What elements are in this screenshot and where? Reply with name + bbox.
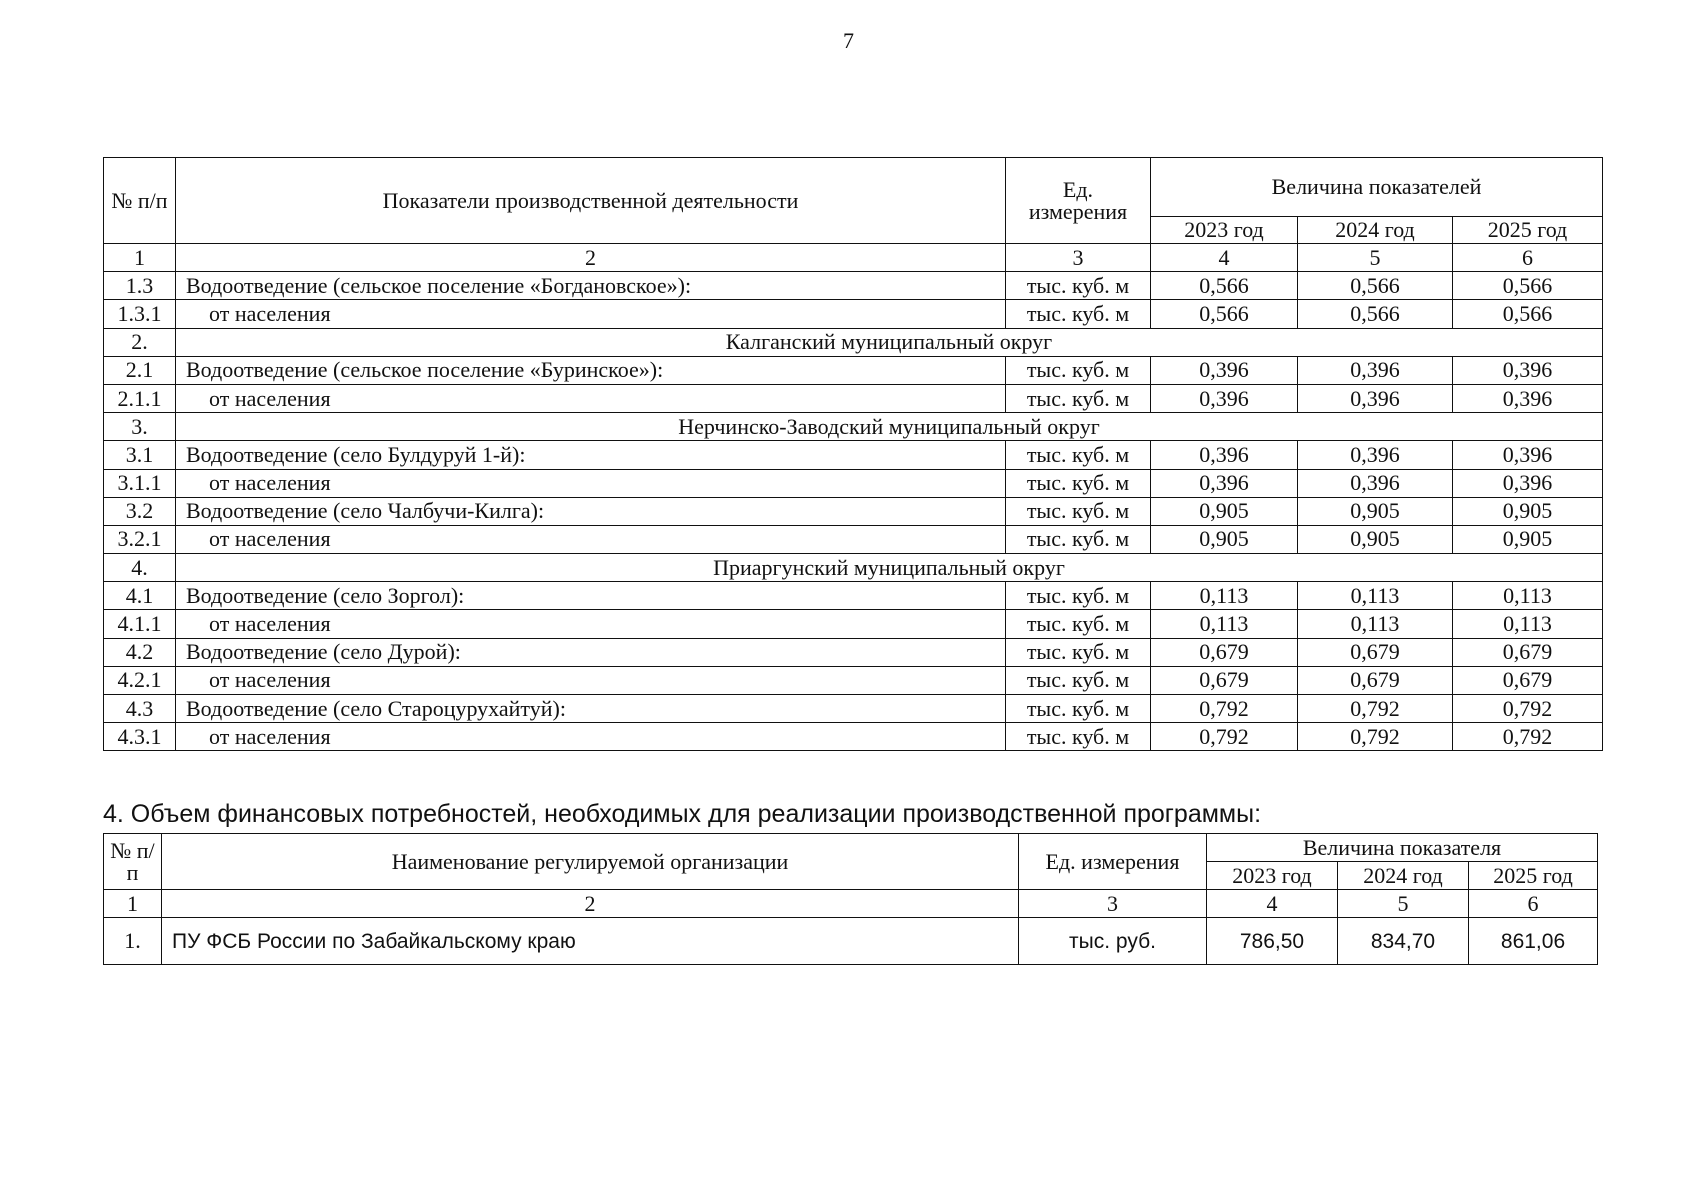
row-unit: тыс. куб. м	[1006, 638, 1151, 666]
row-unit: тыс. куб. м	[1006, 497, 1151, 525]
header-indicators: Показатели производственной деятельности	[176, 158, 1006, 244]
row-num: 4.3.1	[104, 723, 176, 751]
section-name: Приаргунский муниципальный округ	[176, 554, 1603, 582]
table-row	[104, 300, 1603, 328]
value-2025: 0,566	[1453, 272, 1603, 300]
row-num: 4.	[104, 554, 176, 582]
row-unit: тыс. куб. м	[1006, 723, 1151, 751]
indicator-name: от населения	[176, 525, 1006, 553]
row-num: 1.	[104, 918, 162, 965]
index-cell: 1	[104, 890, 162, 918]
page-number: 7	[843, 28, 854, 53]
indicator-name: Водоотведение (сельское поселение «Богдановское»):	[176, 272, 1006, 300]
table-row	[104, 497, 1603, 525]
row-unit: тыс. куб. м	[1006, 666, 1151, 694]
value-2025: 0,113	[1453, 582, 1603, 610]
row-num: 1.3.1	[104, 300, 176, 328]
index-cell: 6	[1453, 244, 1603, 272]
value-2025: 0,792	[1453, 723, 1603, 751]
value-2023: 0,396	[1151, 441, 1298, 469]
row-num: 4.2.1	[104, 666, 176, 694]
indicator-name: от населения	[176, 666, 1006, 694]
value-2025: 0,679	[1453, 638, 1603, 666]
row-num: 4.1.1	[104, 610, 176, 638]
row-num: 4.1	[104, 582, 176, 610]
row-unit: тыс. куб. м	[1006, 300, 1151, 328]
index-cell: 4	[1151, 244, 1298, 272]
value-2025: 0,905	[1453, 497, 1603, 525]
index-cell: 4	[1207, 890, 1338, 918]
value-2024: 0,566	[1298, 300, 1453, 328]
table-row	[104, 384, 1603, 412]
row-num: 3.	[104, 413, 176, 441]
value-2025: 0,396	[1453, 384, 1603, 412]
header-year-2023: 2023 год	[1151, 217, 1298, 244]
section-row	[104, 554, 1603, 582]
row-unit: тыс. куб. м	[1006, 610, 1151, 638]
value-2025: 0,396	[1453, 356, 1603, 384]
row-num: 4.3	[104, 695, 176, 723]
value-2025: 0,566	[1453, 300, 1603, 328]
table-row	[104, 695, 1603, 723]
table-row	[104, 918, 1598, 965]
value-2024: 0,396	[1298, 384, 1453, 412]
value-2023: 0,792	[1151, 723, 1298, 751]
table-row	[104, 610, 1603, 638]
value-2023: 0,113	[1151, 582, 1298, 610]
org-name: ПУ ФСБ России по Забайкальскому краю	[162, 918, 1019, 965]
row-num: 2.1.1	[104, 384, 176, 412]
value-2024: 0,679	[1298, 638, 1453, 666]
table-row	[104, 525, 1603, 553]
value-2023: 0,396	[1151, 356, 1298, 384]
index-cell: 5	[1298, 244, 1453, 272]
row-num: 2.1	[104, 356, 176, 384]
indicator-name: от населения	[176, 610, 1006, 638]
header-unit: Ед. измерения	[1006, 158, 1151, 244]
row-unit: тыс. куб. м	[1006, 525, 1151, 553]
value-2023: 0,566	[1151, 300, 1298, 328]
section-name: Калганский муниципальный округ	[176, 328, 1603, 356]
financial-needs-table	[103, 833, 1598, 965]
row-num: 2.	[104, 328, 176, 356]
table-row	[104, 441, 1603, 469]
index-cell: 3	[1006, 244, 1151, 272]
header-unit: Ед. измерения	[1019, 834, 1207, 890]
value-2023: 0,905	[1151, 525, 1298, 553]
indicator-name: Водоотведение (село Дурой):	[176, 638, 1006, 666]
value-2023: 0,566	[1151, 272, 1298, 300]
section-row	[104, 413, 1603, 441]
value-2023: 0,679	[1151, 638, 1298, 666]
indicator-name: Водоотведение (село Чалбучи-Килга):	[176, 497, 1006, 525]
value-2025: 0,679	[1453, 666, 1603, 694]
header-values-group: Величина показателя	[1207, 834, 1598, 862]
value-2024: 0,905	[1298, 525, 1453, 553]
indicator-name: Водоотведение (село Зоргол):	[176, 582, 1006, 610]
value-2023: 0,679	[1151, 666, 1298, 694]
indicator-name: Водоотведение (сельское поселение «Буринское»):	[176, 356, 1006, 384]
value-2024: 0,396	[1298, 356, 1453, 384]
row-unit: тыс. куб. м	[1006, 441, 1151, 469]
section-row	[104, 328, 1603, 356]
row-num: 3.2.1	[104, 525, 176, 553]
header-year-2023: 2023 год	[1207, 862, 1338, 890]
indicator-name: Водоотведение (село Староцурухайтуй):	[176, 695, 1006, 723]
section-4-title: 4. Объем финансовых потребностей, необходимых для реализации производственной программы:	[103, 800, 1262, 828]
row-unit: тыс. куб. м	[1006, 469, 1151, 497]
value-2025: 0,396	[1453, 441, 1603, 469]
table-row	[104, 638, 1603, 666]
index-cell: 6	[1469, 890, 1598, 918]
value-2024: 0,396	[1298, 441, 1453, 469]
value-2024: 0,679	[1298, 666, 1453, 694]
value-2023: 0,905	[1151, 497, 1298, 525]
index-cell: 1	[104, 244, 176, 272]
header-year-2024: 2024 год	[1338, 862, 1469, 890]
table-row	[104, 582, 1603, 610]
index-cell: 3	[1019, 890, 1207, 918]
value-2025: 0,905	[1453, 525, 1603, 553]
index-cell: 5	[1338, 890, 1469, 918]
header-year-2025: 2025 год	[1453, 217, 1603, 244]
index-cell: 2	[176, 244, 1006, 272]
table-row	[104, 666, 1603, 694]
value-2025: 0,113	[1453, 610, 1603, 638]
row-unit: тыс. куб. м	[1006, 695, 1151, 723]
section-name: Нерчинско-Заводский муниципальный округ	[176, 413, 1603, 441]
index-cell: 2	[162, 890, 1019, 918]
row-unit: тыс. куб. м	[1006, 272, 1151, 300]
header-year-2024: 2024 год	[1298, 217, 1453, 244]
value-2023: 0,113	[1151, 610, 1298, 638]
header-values-group: Величина показателей	[1151, 158, 1603, 217]
indicator-name: Водоотведение (село Булдуруй 1-й):	[176, 441, 1006, 469]
indicator-name: от населения	[176, 384, 1006, 412]
value-2025: 0,396	[1453, 469, 1603, 497]
row-num: 3.2	[104, 497, 176, 525]
value-2024: 0,792	[1298, 695, 1453, 723]
table-row	[104, 356, 1603, 384]
value-2025: 861,06	[1469, 918, 1598, 965]
value-2023: 786,50	[1207, 918, 1338, 965]
value-2024: 0,113	[1298, 582, 1453, 610]
row-unit: тыс. руб.	[1019, 918, 1207, 965]
table-row	[104, 469, 1603, 497]
value-2024: 834,70	[1338, 918, 1469, 965]
value-2025: 0,792	[1453, 695, 1603, 723]
value-2024: 0,905	[1298, 497, 1453, 525]
header-num: № п/п	[104, 834, 162, 890]
value-2023: 0,792	[1151, 695, 1298, 723]
value-2024: 0,113	[1298, 610, 1453, 638]
row-num: 1.3	[104, 272, 176, 300]
row-unit: тыс. куб. м	[1006, 356, 1151, 384]
value-2024: 0,566	[1298, 272, 1453, 300]
production-indicators-table	[103, 157, 1603, 751]
value-2024: 0,396	[1298, 469, 1453, 497]
row-unit: тыс. куб. м	[1006, 582, 1151, 610]
indicator-name: от населения	[176, 300, 1006, 328]
indicator-name: от населения	[176, 723, 1006, 751]
row-num: 3.1	[104, 441, 176, 469]
row-num: 4.2	[104, 638, 176, 666]
row-unit: тыс. куб. м	[1006, 384, 1151, 412]
table-row	[104, 723, 1603, 751]
value-2023: 0,396	[1151, 469, 1298, 497]
header-year-2025: 2025 год	[1469, 862, 1598, 890]
indicator-name: от населения	[176, 469, 1006, 497]
table-row	[104, 272, 1603, 300]
value-2024: 0,792	[1298, 723, 1453, 751]
value-2023: 0,396	[1151, 384, 1298, 412]
row-num: 3.1.1	[104, 469, 176, 497]
header-num: № п/п	[104, 158, 176, 244]
header-org: Наименование регулируемой организации	[162, 834, 1019, 890]
